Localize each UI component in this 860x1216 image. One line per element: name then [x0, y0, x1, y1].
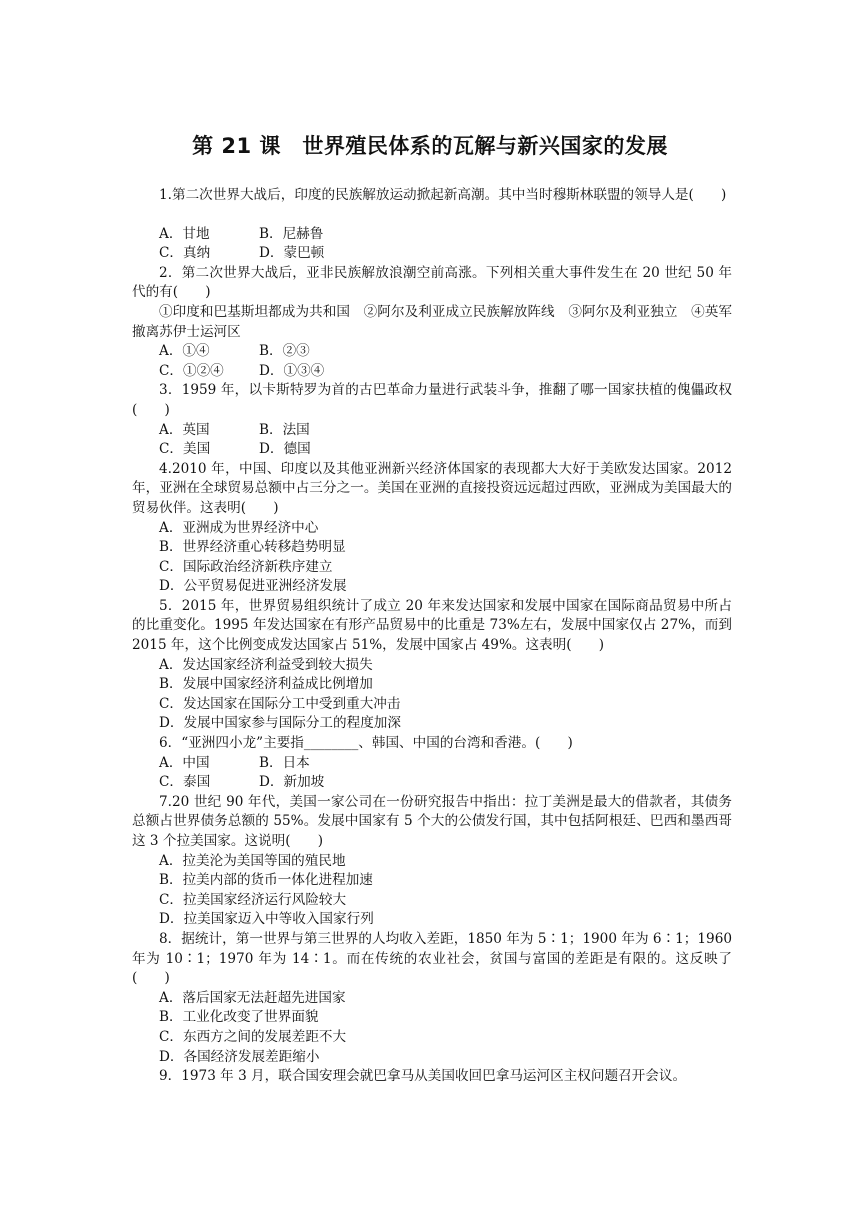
option-d: D．德国 — [259, 441, 311, 458]
question-stem: 8．据统计，第一世界与第三世界的人均收入差距，1850 年为 5∶1；1900 年为 6∶1；1960 年为 10∶1；1970 年为 14∶1。而在传统的农业社会，贫国与富国的差距是有限的。这反映了( ) — [132, 930, 732, 987]
option-c: C．发达国家在国际分工中受到重大冲击 — [159, 695, 401, 712]
options-row — [132, 362, 732, 382]
option-a: A．甘地 — [159, 225, 210, 242]
option-b: B．日本 — [259, 754, 310, 771]
option-b: B．尼赫鲁 — [259, 225, 324, 242]
option-b: B．法国 — [259, 421, 310, 438]
question-3 — [132, 381, 732, 459]
question-4 — [132, 460, 732, 597]
options-row — [132, 342, 732, 362]
option-c: C．真纳 — [159, 245, 211, 262]
options-row — [132, 754, 732, 774]
page-title: 第 21 课 世界殖民体系的瓦解与新兴国家的发展 — [192, 134, 668, 158]
question-1 — [132, 186, 732, 264]
option-d: D．发展中国家参与国际分工的程度加深 — [159, 715, 401, 732]
option-b: B．工业化改变了世界面貌 — [159, 1009, 319, 1026]
option-d: D．①③④ — [259, 362, 325, 379]
question-stem: 1.第二次世界大战后，印度的民族解放运动掀起新高潮。其中当时穆斯林联盟的领导人是( ) — [159, 187, 727, 203]
option-c: C．①②④ — [159, 362, 224, 379]
option-a: A．①④ — [159, 343, 210, 360]
option-a: A．英国 — [159, 421, 210, 438]
option-a: A．拉美沦为美国等国的殖民地 — [159, 852, 346, 869]
option-d: D．蒙巴顿 — [259, 245, 325, 262]
option-b: B．世界经济重心转移趋势明显 — [159, 539, 346, 556]
question-6 — [132, 734, 732, 793]
option-c: C．美国 — [159, 441, 211, 458]
option-a: A．中国 — [159, 754, 210, 771]
options-row — [132, 440, 732, 460]
option-d: D．拉美国家迈入中等收入国家行列 — [159, 911, 374, 928]
option-d: D．公平贸易促进亚洲经济发展 — [159, 578, 347, 595]
question-items: ①印度和巴基斯坦都成为共和国 ②阿尔及利亚成立民族解放阵线 ③阿尔及利亚独立 ④英军撤离苏伊士运河区 — [132, 303, 732, 340]
option-d: D．各国经济发展差距缩小 — [159, 1048, 320, 1065]
question-9 — [132, 1067, 732, 1087]
option-c: C．国际政治经济新秩序建立 — [159, 558, 333, 575]
question-8 — [132, 930, 732, 1067]
option-a: A．发达国家经济利益受到较大损失 — [159, 656, 373, 673]
options-row — [132, 225, 732, 245]
option-c: C．拉美国家经济运行风险较大 — [159, 891, 347, 908]
question-stem: 7.20 世纪 90 年代，美国一家公司在一份研究报告中指出：拉丁美洲是最大的借款者，其债务总额占世界债务总额的 55%。发展中国家有 5 个大的公债发行国，其中包括阿根廷、巴西和墨西哥这 3 个拉美国家。这说明( ) — [132, 793, 732, 849]
option-b: B．发展中国家经济利益成比例增加 — [159, 676, 373, 693]
option-b: B．拉美内部的货币一体化进程加速 — [159, 872, 373, 889]
options-row — [132, 773, 732, 793]
option-d: D．新加坡 — [259, 774, 325, 791]
option-c: C．泰国 — [159, 774, 211, 791]
question-stem: 2．第二次世界大战后，亚非民族解放浪潮空前高涨。下列相关重大事件发生在 20 世纪 50 年代的有( ) — [132, 264, 732, 301]
question-stem: 6．“亚洲四小龙”主要指________、韩国、中国的台湾和香港。( ) — [159, 735, 573, 752]
question-stem: 4.2010 年，中国、印度以及其他亚洲新兴经济体国家的表现都大大好于美欧发达国家。2012 年，亚洲在全球贸易总额中占三分之一。美国在亚洲的直接投资远远超过西欧，亚洲成为美国最大的贸易伙伴。这表明( ) — [132, 460, 732, 516]
option-a: A．落后国家无法赶超先进国家 — [159, 989, 346, 1006]
option-a: A．亚洲成为世界经济中心 — [159, 519, 319, 536]
question-stem: 9．1973 年 3 月，联合国安理会就巴拿马从美国收回巴拿马运河区主权问题召开会议。 — [159, 1068, 687, 1085]
question-7 — [132, 793, 732, 930]
question-list — [132, 186, 732, 1087]
question-stem: 5．2015 年，世界贸易组织统计了成立 20 年来发达国家和发展中国家在国际商品贸易中所占的比重变化。1995 年发达国家在有形产品贸易中的比重是 73%左右，发展中国家仅占 27%，而到 2015 年，这个比例变成发达国家占 51%，发展中国家占 49%。这表明( ) — [132, 597, 732, 654]
option-b: B．②③ — [259, 343, 310, 360]
question-stem: 3．1959 年，以卡斯特罗为首的古巴革命力量进行武装斗争，推翻了哪一国家扶植的傀儡政权( ) — [132, 382, 732, 418]
question-2 — [132, 264, 732, 382]
question-5 — [132, 597, 732, 734]
option-c: C．东西方之间的发展差距不大 — [159, 1028, 347, 1045]
options-row — [132, 244, 732, 264]
options-row — [132, 421, 732, 441]
